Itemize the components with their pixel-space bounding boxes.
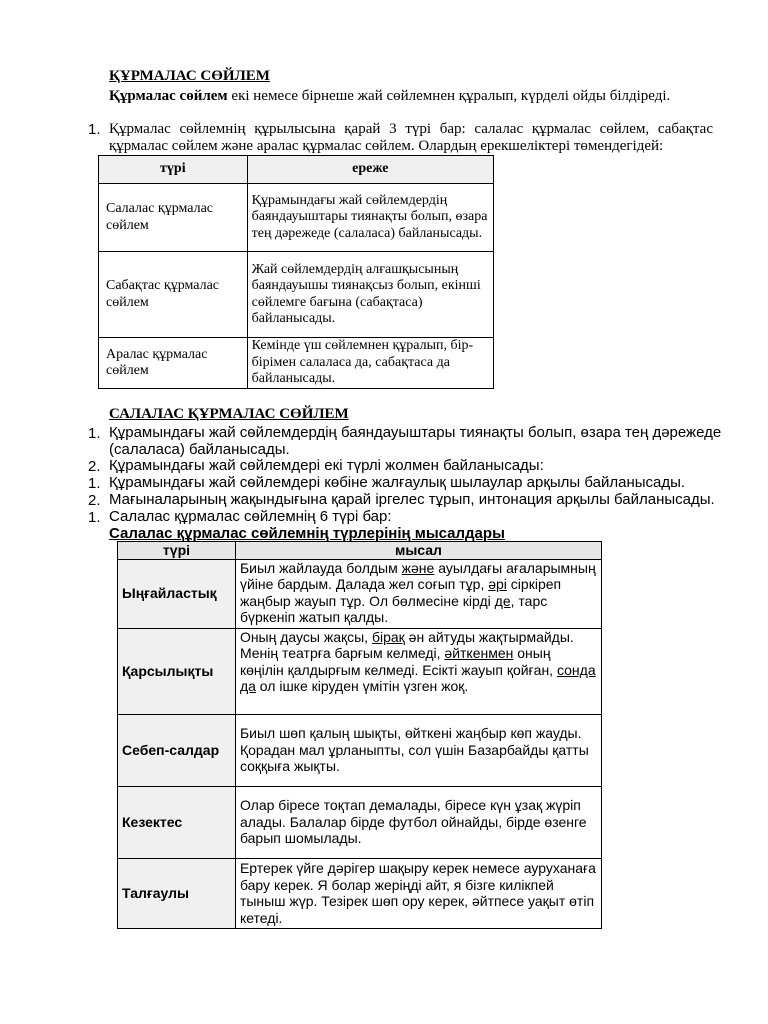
list-marker: 1. bbox=[88, 425, 101, 442]
table-header-cell: түрі bbox=[99, 156, 248, 184]
table-cell-example: Биыл шөп қалың шықты, өйткені жаңбыр көп жауды. Қорадан мал ұрланыпты, сол үшін Базарбайды қатты соққыға жықты. bbox=[235, 714, 601, 786]
table-cell-example: Оның даусы жақсы, бірақ ән айтуды жақтырмайды. Менің театрға барғым келмеді, әйткенмен оның көңілін қалдырғым келмеді. Есікті жауып қойған, сонда да ол ішке кіруден үмітін үзген жоқ. bbox=[235, 628, 601, 714]
table-row bbox=[118, 786, 602, 858]
list-item-text: Салалас құрмалас сөйлемнің 6 түрі бар: bbox=[109, 508, 392, 525]
heading-salalas: САЛАЛАС ҚҰРМАЛАС СӨЙЛЕМ bbox=[109, 406, 349, 422]
table-cell-rule: Құрамындағы жай сөйлемдердің баяндауыштары тиянақты болып, өзара тең дәрежеде (салаласа) байланысады. bbox=[247, 184, 493, 252]
conjunction-underlined: және bbox=[401, 559, 435, 576]
list-item-text: (салаласа) байланысады. bbox=[109, 441, 290, 458]
types-table bbox=[98, 155, 494, 389]
table-header-cell: ереже bbox=[247, 156, 493, 184]
list-item-text: Құрамындағы жай сөйлемдері көбіне жалғаулық шылаулар арқылы байланысады. bbox=[109, 474, 686, 491]
item1-text: Құрмалас сөйлемнің құрылысына қарай 3 түрі бар: салалас құрмалас сөйлем, сабақтас құрмалас сөйлем және аралас құрмалас сөйлем. Олардың ерекшеліктері төмендегідей: bbox=[109, 121, 713, 154]
heading-kurmalas-soilem: ҚҰРМАЛАС СӨЙЛЕМ bbox=[109, 68, 270, 84]
list-marker: 1. bbox=[88, 121, 101, 138]
list-marker: 1. bbox=[88, 509, 101, 526]
table-header-cell: түрі bbox=[118, 542, 236, 560]
table-cell-type: Аралас құрмалас сөйлем bbox=[99, 338, 248, 389]
conjunction-underlined: әрі bbox=[488, 576, 507, 592]
conjunction-underlined: бірақ bbox=[371, 628, 405, 645]
list-item-text: Мағыналарының жақындығына қарай іргелес тұрып, интонация арқылы байланысады. bbox=[109, 491, 715, 508]
table-cell-type: Сабақтас құрмалас сөйлем bbox=[99, 252, 248, 338]
examples-table bbox=[117, 541, 602, 929]
conjunction-underlined: әйткенмен bbox=[444, 645, 514, 661]
table-row bbox=[118, 714, 602, 786]
table-cell-type: Салалас құрмалас сөйлем bbox=[99, 184, 248, 252]
table-row bbox=[118, 628, 602, 714]
table-cell-example: Ертерек үйге дәрігер шақыру керек немесе ауруханаға бару керек. Я болар жеріңді айт, я бізге килікпей тыныш жүр. Тезірек шөп ору керек, әйтпесе уақыт өтіп кетеді. bbox=[235, 858, 601, 928]
table-cell-type: Қарсылықты bbox=[118, 628, 236, 714]
list-item-text: Құрамындағы жай сөйлемдердің баяндауыштары тиянақты болып, өзара тең дәрежеде bbox=[109, 424, 722, 441]
list-item-text: Құрамындағы жай сөйлемдері екі түрлі жолмен байланысады: bbox=[109, 457, 544, 474]
definition-paragraph bbox=[109, 88, 713, 105]
table-cell-type: Талғаулы bbox=[118, 858, 236, 928]
definition-text: екі немесе бірнеше жай сөйлемнен құралып, күрделі ойды білдіреді. bbox=[231, 88, 671, 104]
table-cell-example: Олар біресе тоқтап демалады, біресе күн ұзақ жүріп алады. Балалар бірде футбол ойнайды, бірде өзенге барып шомылады. bbox=[235, 786, 601, 858]
list-marker: 1. bbox=[88, 475, 101, 492]
table-cell-rule: Жай сөйлемдердің алғашқысының баяндауышы тиянақсыз болып, екінші сөйлемге бағына (сабақтаса) байланысады. bbox=[247, 252, 493, 338]
table-header-row bbox=[99, 156, 494, 184]
table-row bbox=[99, 184, 494, 252]
table-row bbox=[99, 338, 494, 389]
list-marker: 2. bbox=[88, 458, 101, 475]
table-row bbox=[118, 559, 602, 628]
table-row bbox=[118, 858, 602, 928]
conjunction-underlined: сонда да bbox=[239, 661, 596, 694]
table-row bbox=[99, 252, 494, 338]
table-cell-type: Кезектес bbox=[118, 786, 236, 858]
list-marker: 2. bbox=[88, 492, 101, 509]
table-cell-type: Себеп-салдар bbox=[118, 714, 236, 786]
table-cell-rule: Кемінде үш сөйлемнен құралып, бір-бірімен салаласа да, сабақтаса да байланысады. bbox=[247, 338, 493, 389]
conjunction-underlined: де bbox=[494, 592, 511, 609]
heading-examples: Салалас құрмалас сөйлемнің түрлерінің мысалдары bbox=[109, 525, 505, 542]
definition-term: Құрмалас сөйлем bbox=[109, 88, 228, 104]
table-cell-example: Биыл жайлауда болдым және ауылдағы ағаларымның үйіне бардым. Далада жел соғып тұр, әрі сіркіреп жаңбыр жауып тұр. Ол бөлмесіне кірді де, тарс бүркеніп жатып қалды. bbox=[235, 559, 601, 628]
table-header-cell: мысал bbox=[235, 542, 601, 560]
table-cell-type: Ыңғайластық bbox=[118, 559, 236, 628]
table-header-row bbox=[118, 542, 602, 560]
